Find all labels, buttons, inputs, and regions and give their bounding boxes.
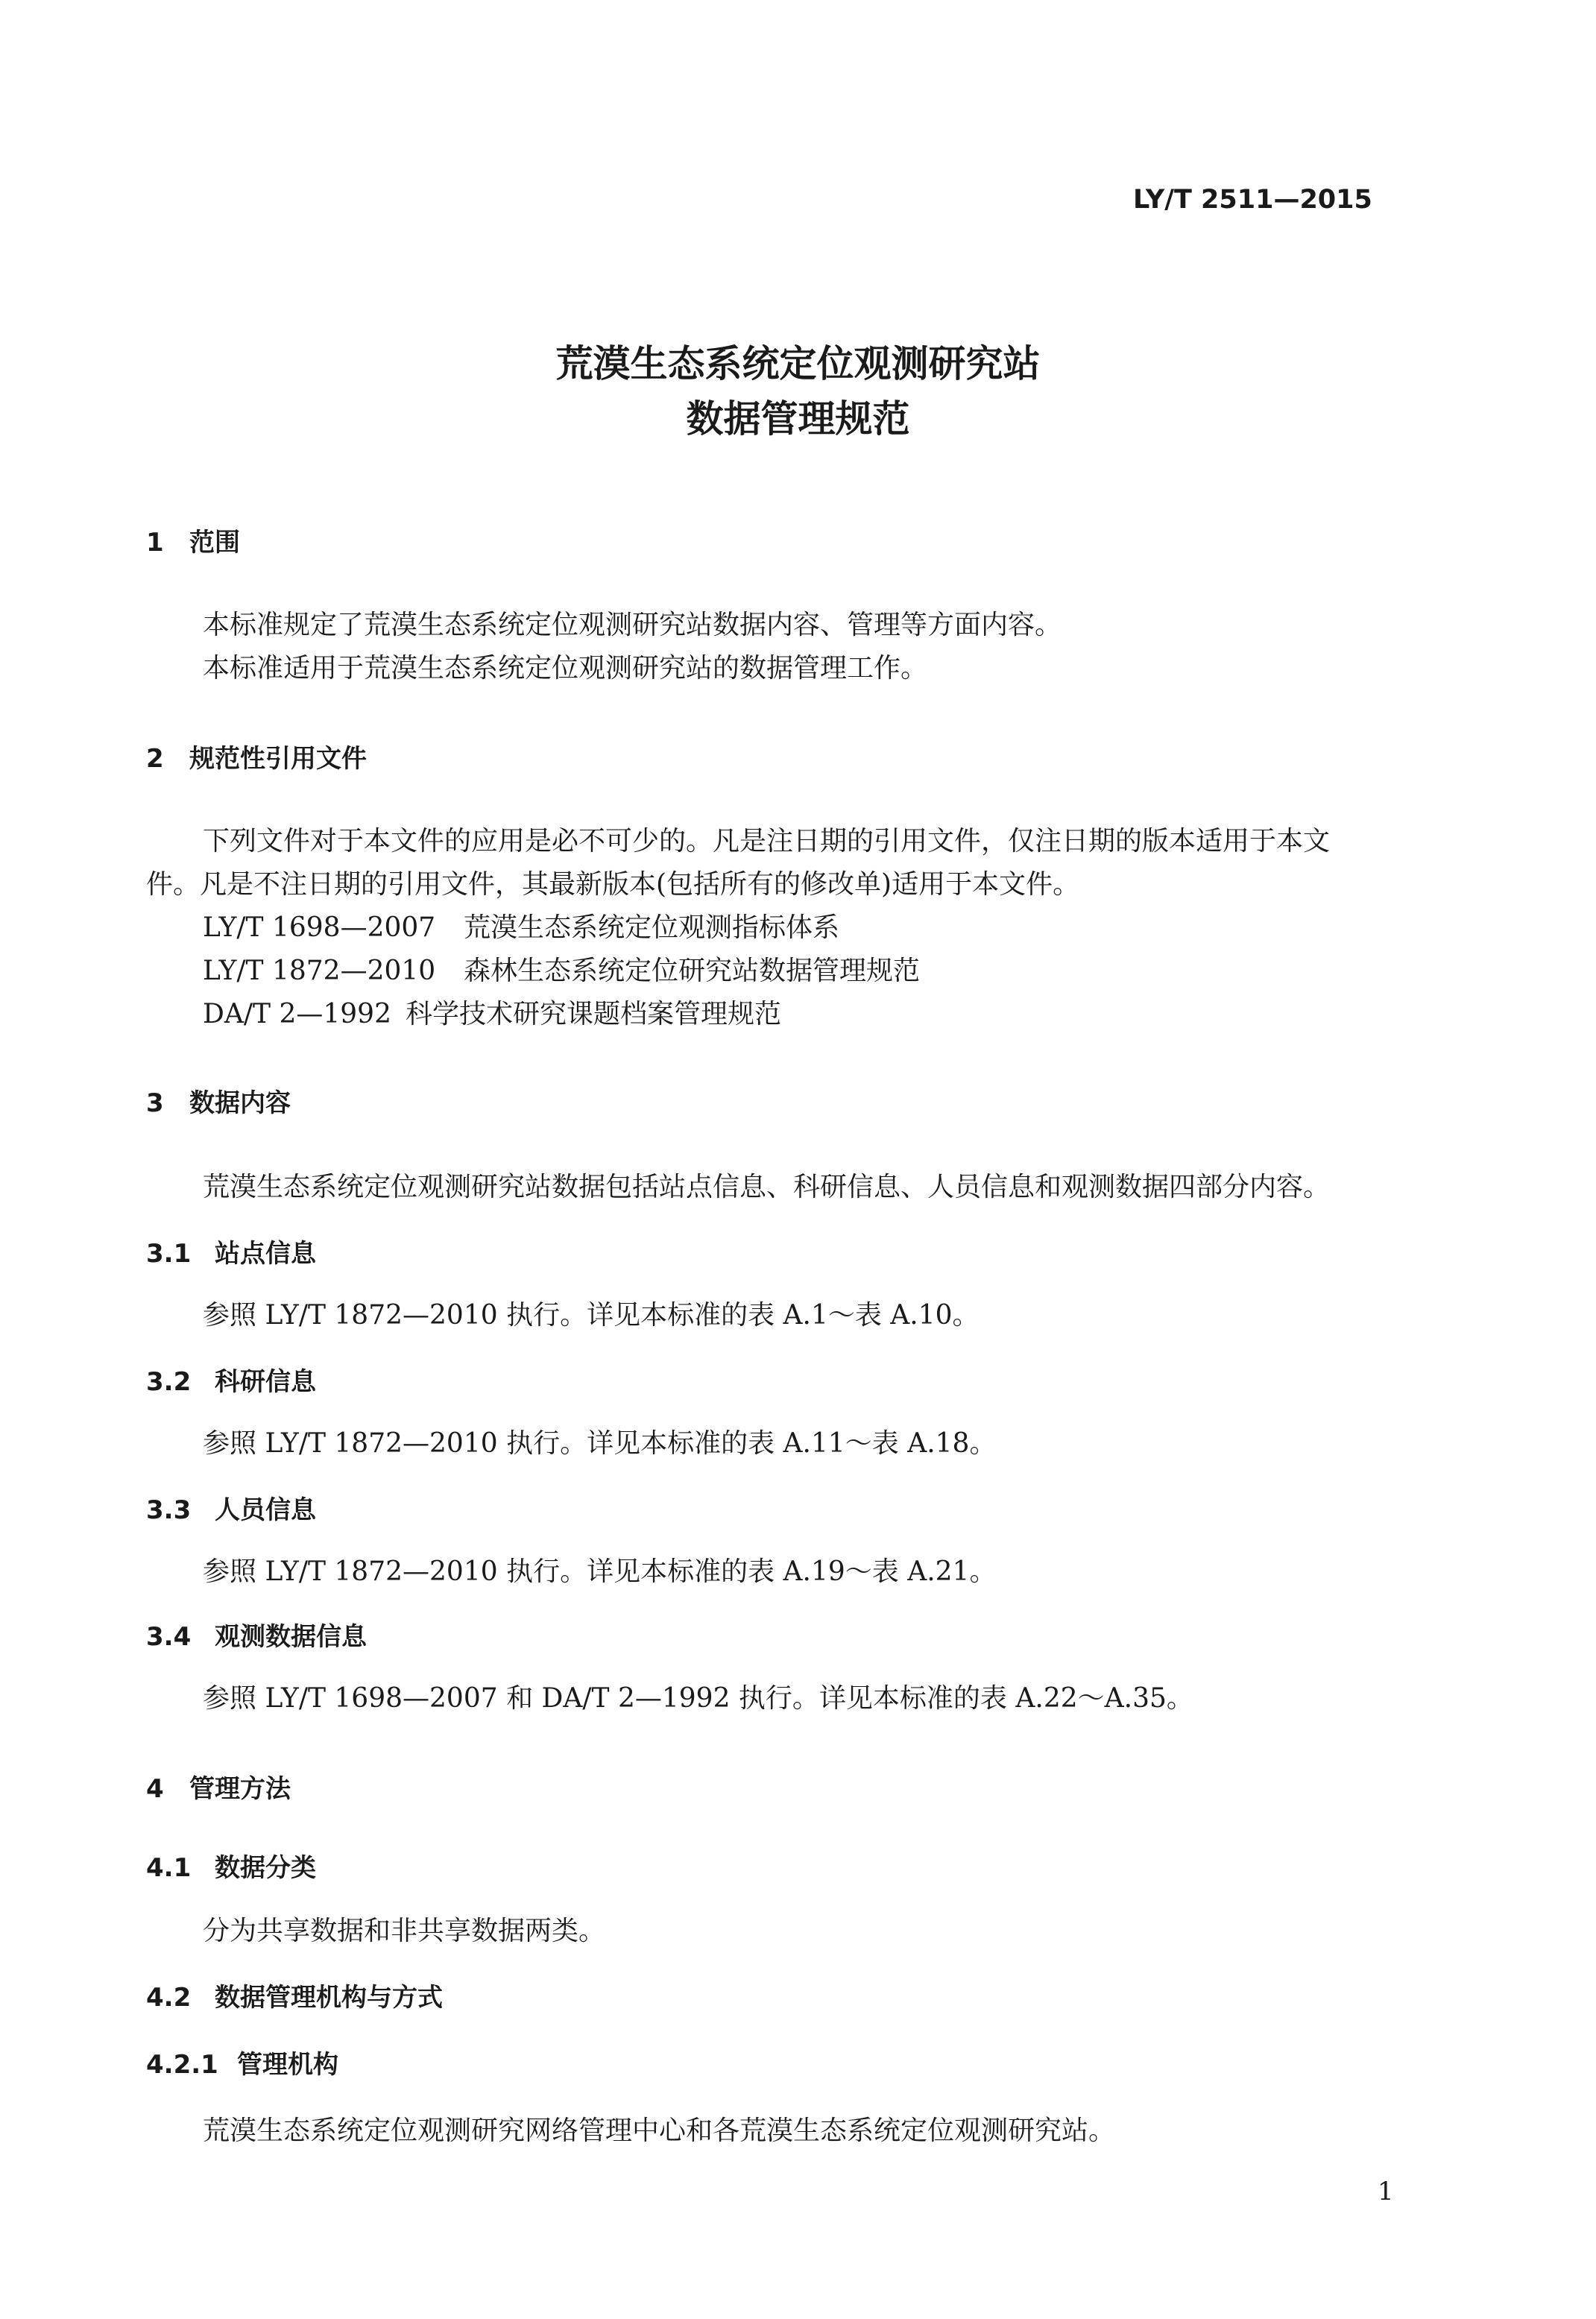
section-1-heading — [146, 522, 240, 558]
reference-code: LY/T 1698—2007 — [203, 912, 436, 943]
reference-code: DA/T 2—1992 — [203, 999, 391, 1029]
section-number: 3 — [146, 1088, 164, 1118]
reference-item — [203, 993, 781, 1031]
paragraph: 参照 LY/T 1698—2007 和 DA/T 2—1992 执行。详见本标准的表 A.22～A.35。 — [203, 1683, 1193, 1714]
subsection-number: 3.4 — [146, 1622, 192, 1652]
subsection-number: 4.2 — [146, 1983, 192, 2013]
subsection-4-2-1-heading — [146, 2044, 338, 2080]
subsection-number: 3.3 — [146, 1495, 192, 1525]
document-title-line1: 荒漠生态系统定位观测研究站 — [555, 342, 1041, 385]
section-title: 范围 — [189, 528, 240, 558]
section-3-heading — [146, 1082, 291, 1119]
subsection-4-1-heading — [146, 1847, 316, 1884]
paragraph: 荒漠生态系统定位观测研究网络管理中心和各荒漠生态系统定位观测研究站。 — [203, 2116, 1116, 2146]
subsection-title: 管理机构 — [237, 2050, 338, 2080]
reference-item — [203, 906, 839, 944]
section-title: 规范性引用文件 — [189, 744, 367, 774]
paragraph-line: 件。凡是不注日期的引用文件，其最新版本(包括所有的修改单)适用于本文件。 — [146, 869, 1080, 900]
section-number: 2 — [146, 744, 164, 774]
subsection-3-1-heading — [146, 1233, 316, 1269]
subsection-number: 3.1 — [146, 1239, 192, 1269]
subsection-title: 数据分类 — [215, 1853, 316, 1883]
paragraph: 参照 LY/T 1872—2010 执行。详见本标准的表 A.1～表 A.10。 — [203, 1300, 980, 1331]
paragraph: 本标准适用于荒漠生态系统定位观测研究站的数据管理工作。 — [203, 653, 928, 684]
subsection-title: 人员信息 — [215, 1495, 316, 1525]
subsection-number: 4.2.1 — [146, 2050, 218, 2080]
page-number: 1 — [1378, 2177, 1394, 2206]
subsection-3-3-heading — [146, 1489, 316, 1526]
subsection-number: 4.1 — [146, 1853, 192, 1883]
subsection-title: 观测数据信息 — [215, 1622, 367, 1652]
reference-code: LY/T 1872—2010 — [203, 956, 436, 986]
paragraph-line: 下列文件对于本文件的应用是必不可少的。凡是注日期的引用文件，仅注日期的版本适用于本文 — [203, 826, 1331, 856]
section-title: 数据内容 — [189, 1088, 291, 1118]
reference-title: 荒漠生态系统定位观测指标体系 — [464, 912, 840, 943]
section-4-heading — [146, 1768, 291, 1805]
paragraph: 分为共享数据和非共享数据两类。 — [203, 1916, 606, 1946]
section-title: 管理方法 — [189, 1774, 291, 1804]
subsection-title: 数据管理机构与方式 — [215, 1983, 443, 2013]
paragraph: 参照 LY/T 1872—2010 执行。详见本标准的表 A.19～表 A.21。 — [203, 1556, 997, 1587]
paragraph: 荒漠生态系统定位观测研究站数据包括站点信息、科研信息、人员信息和观测数据四部分内容。 — [203, 1172, 1331, 1202]
section-number: 1 — [146, 528, 164, 558]
section-2-heading — [146, 738, 367, 774]
subsection-title: 科研信息 — [215, 1367, 316, 1397]
reference-title: 科学技术研究课题档案管理规范 — [406, 999, 782, 1029]
subsection-number: 3.2 — [146, 1367, 192, 1397]
subsection-3-4-heading — [146, 1616, 367, 1653]
paragraph: 本标准规定了荒漠生态系统定位观测研究站数据内容、管理等方面内容。 — [203, 610, 1062, 640]
standard-code: LY/T 2511—2015 — [1133, 185, 1372, 215]
paragraph: 参照 LY/T 1872—2010 执行。详见本标准的表 A.11～表 A.18。 — [203, 1428, 997, 1459]
document-title-line2: 数据管理规范 — [686, 397, 910, 441]
subsection-title: 站点信息 — [215, 1239, 316, 1269]
subsection-3-2-heading — [146, 1361, 316, 1398]
subsection-4-2-heading — [146, 1977, 443, 2013]
section-number: 4 — [146, 1774, 164, 1804]
reference-item — [203, 950, 920, 988]
reference-title: 森林生态系统定位研究站数据管理规范 — [464, 956, 921, 986]
